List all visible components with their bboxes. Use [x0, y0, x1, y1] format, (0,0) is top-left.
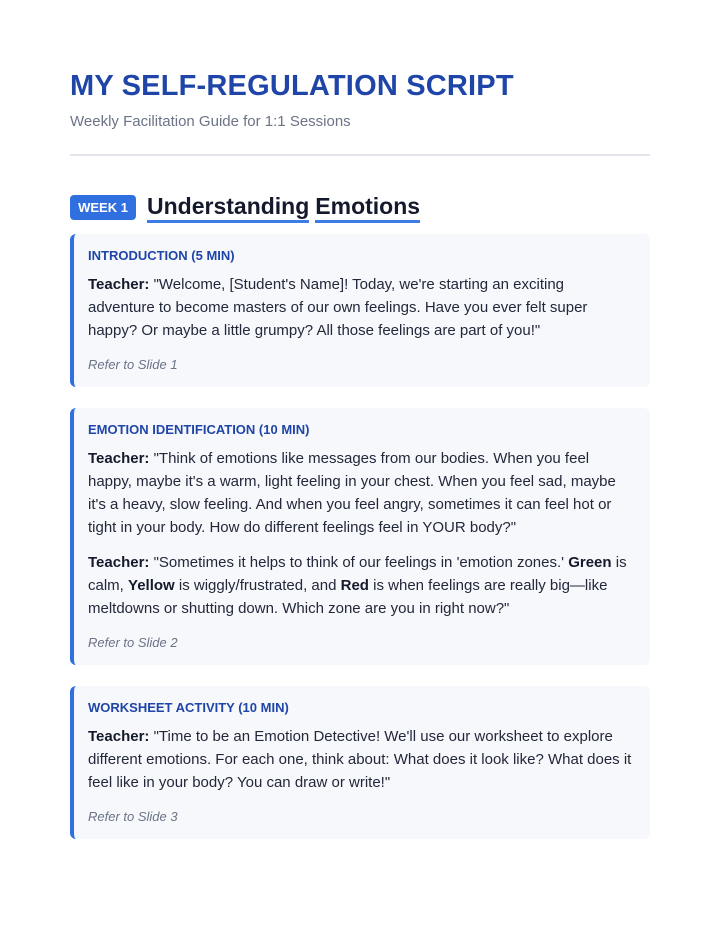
script-text: "Time to be an Emotion Detective! We'll use our worksheet to explore different emotions. For each one, think about: What does it look like? What does it feel like in your body? You can draw or write!" — [88, 728, 632, 791]
script-text: is when feelings are really big—like meltdowns or shutting down. Which zone are you in right now?" — [88, 577, 608, 617]
section-card-worksheet-activity — [70, 686, 650, 839]
speaker-label: Teacher: — [88, 276, 150, 293]
script-text: is calm, — [88, 554, 627, 594]
header-divider — [70, 154, 650, 156]
teacher-script — [88, 725, 634, 794]
script-text: is wiggly/frustrated, and — [178, 577, 337, 594]
script-text: "Think of emotions like messages from our bodies. When you feel happy, maybe it's a warm, light feeling in your chest. When you feel sad, maybe it's a heavy, slow feeling. And when you feel angry, sometimes it can feel hot or tight in your body. How do different feelings feel in YOUR body?" — [88, 450, 616, 536]
speaker-label: Teacher: — [88, 450, 150, 467]
zone-green-label: Green — [568, 554, 612, 571]
script-text: "Sometimes it helps to think of our feelings in 'emotion zones.' — [153, 554, 565, 571]
slide-reference: Refer to Slide 2 — [88, 635, 178, 650]
week-title — [147, 192, 420, 223]
section-heading: WORKSHEET ACTIVITY (10 MIN) — [88, 700, 289, 715]
speaker-label: Teacher: — [88, 728, 150, 745]
section-heading: INTRODUCTION (5 MIN) — [88, 248, 235, 263]
zone-yellow-label: Yellow — [128, 577, 175, 594]
week-title-word: Emotions — [315, 192, 420, 223]
page-title: MY SELF-REGULATION SCRIPT — [70, 70, 514, 102]
script-text: "Welcome, [Student's Name]! Today, we're starting an exciting adventure to become masters of our own feelings. Have you ever felt super happy? Or maybe a little grumpy? All those feelings are part of you!" — [88, 276, 588, 339]
week-badge: WEEK 1 — [70, 195, 136, 220]
section-heading: EMOTION IDENTIFICATION (10 MIN) — [88, 422, 310, 437]
section-card-emotion-identification — [70, 408, 650, 665]
teacher-script — [88, 551, 634, 620]
section-card-introduction — [70, 234, 650, 387]
week-header — [70, 192, 650, 222]
week-title-word: Understanding — [147, 192, 309, 223]
slide-reference: Refer to Slide 1 — [88, 357, 178, 372]
teacher-script — [88, 273, 634, 342]
teacher-script — [88, 447, 634, 539]
speaker-label: Teacher: — [88, 554, 150, 571]
page-subtitle: Weekly Facilitation Guide for 1:1 Sessions — [70, 113, 351, 130]
zone-red-label: Red — [340, 577, 369, 594]
slide-reference: Refer to Slide 3 — [88, 809, 178, 824]
